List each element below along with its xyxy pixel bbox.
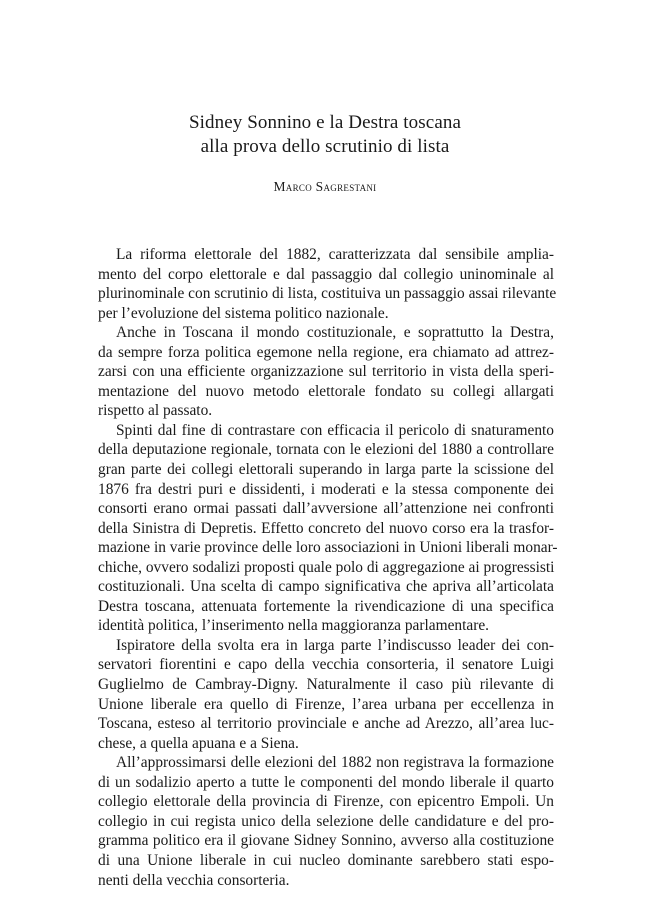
article-body [98, 245, 558, 890]
paragraph-line: consorti erano ormai passati dall’avversione all’attenzione nei confronti [98, 500, 554, 518]
paragraph-line: identità politica, l’inserimento nella maggioranza parlamentare. [98, 617, 490, 635]
paragraph-line: All’approssimarsi delle elezioni del 1882 non registrava la formazione [116, 754, 554, 772]
paragraph-line: chiche, ovvero sodalizi proposti quale polo di aggregazione ai progressisti [98, 558, 555, 576]
paragraph-line: costituzionali. Una scelta di campo significativa che apriva all’articolata [98, 578, 554, 596]
author-name: Marco Sagrestani [273, 179, 377, 194]
paragraph [98, 421, 558, 636]
paragraph-line: per l’evoluzione del sistema politico nazionale. [98, 304, 389, 322]
paragraph-line: mazione in varie province delle loro associazioni in Unioni liberali monar- [98, 539, 558, 557]
paragraph-line: plurinominale con scrutinio di lista, costituiva un passaggio assai rilevante [98, 285, 557, 303]
paragraph-line: della Sinistra di Depretis. Effetto concreto del nuovo corso era la trasfor- [98, 519, 554, 537]
paragraph-line: Spinti dal fine di contrastare con efficacia il pericolo di snaturamento [116, 421, 554, 439]
article-title [0, 111, 650, 159]
paragraph-line: Anche in Toscana il mondo costituzionale, e soprattutto la Destra, [116, 324, 554, 342]
paragraph-line: di un sodalizio aperto a tutte le componenti del mondo liberale il quarto [98, 773, 554, 791]
paragraph [98, 636, 554, 753]
paragraph-line: Toscana, esteso al territorio provinciale e anche ad Arezzo, all’area luc- [98, 715, 554, 733]
title-line-2: alla prova dello scrutinio di lista [200, 136, 450, 157]
paragraph-line: Guglielmo de Cambray-Digny. Naturalmente il caso più rilevante di [98, 676, 554, 694]
title-line-1: Sidney Sonnino e la Destra toscana [189, 112, 461, 133]
paragraph [98, 323, 554, 421]
paragraph-line: gramma politico era il giovane Sidney Sonnino, avverso alla costituzione [98, 832, 554, 850]
paragraph-line: gran parte dei collegi elettorali superando in larga parte la scissione del [98, 461, 554, 479]
paragraph-line: servatori fiorentini e capo della vecchia consorteria, il senatore Luigi [98, 656, 554, 674]
paragraph-line: Ispiratore della svolta era in larga parte l’indiscusso leader dei con- [116, 636, 554, 654]
paragraph [98, 245, 557, 323]
paragraph-line: Destra toscana, attenuata fortemente la rivendicazione di una specifica [98, 597, 554, 615]
paragraph-line: rispetto al passato. [98, 402, 213, 420]
paragraph-line: collegio elettorale della provincia di Firenze, con epicentro Empoli. Un [98, 793, 554, 811]
paragraph-line: chese, a quella apuana e a Siena. [98, 734, 299, 752]
paragraph-line: zarsi con una efficiente organizzazione sul territorio in vista della speri- [98, 363, 554, 381]
paragraph-line: collegio in cui regista unico della selezione delle candidature e del pro- [98, 812, 554, 830]
paragraph-line: mentazione del nuovo metodo elettorale fondato su collegi allargati [98, 382, 554, 400]
paragraph-line: di una Unione liberale in cui nucleo dominante sarebbero stati espo- [98, 851, 554, 869]
paragraph-line: mento del corpo elettorale e dal passaggio dal collegio uninominale al [98, 265, 554, 283]
paragraph-line: da sempre forza politica egemone nella regione, era chiamato ad attrez- [98, 343, 554, 361]
paragraph-line: nenti della vecchia consorteria. [98, 871, 290, 889]
paragraph-line: 1876 fra destri puri e dissidenti, i moderati e la stessa componente dei [98, 480, 554, 498]
paragraph-line: La riforma elettorale del 1882, caratterizzata dal sensibile amplia- [116, 246, 554, 263]
paragraph [98, 753, 554, 890]
paragraph-line: della deputazione regionale, tornata con le elezioni del 1880 a controllare [98, 441, 554, 459]
paragraph-line: Unione liberale era quello di Firenze, l’area urbana per eccellenza in [98, 695, 554, 713]
